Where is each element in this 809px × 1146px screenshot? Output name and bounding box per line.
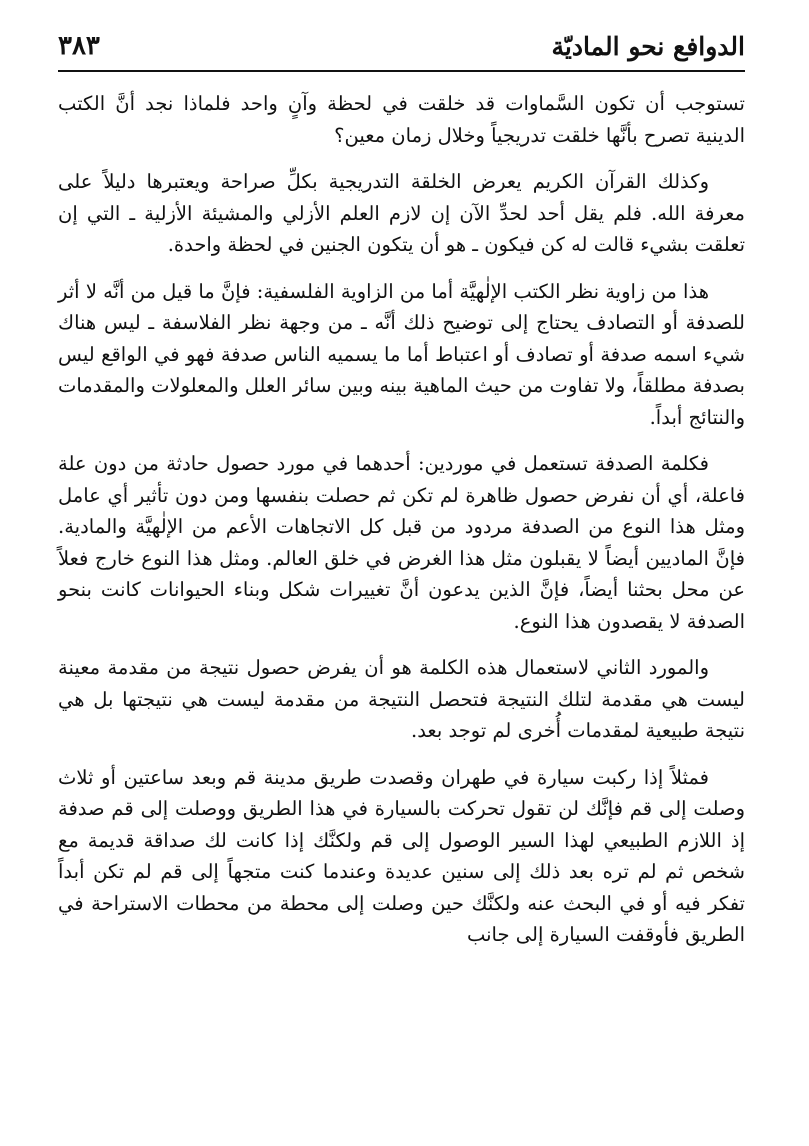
running-title: الدوافع نحو الماديّة: [551, 31, 745, 61]
page-header: [58, 24, 745, 68]
page-body: [58, 88, 745, 966]
paragraph: هذا من زاوية نظر الكتب الإلٰهيَّة أما من الزاوية الفلسفية: فإنَّ ما قيل من أنَّه لا أثر للصدفة أو التصادف يحتاج إلى توضيح ذلك أنَّه ـ من وجهة نظر الفلاسفة ـ ليس هناك شيء اسمه صدفة أو تصادف أو اعتباط أما ما يسميه الناس صدفة فهو في الواقع ليس بصدفة مطلقاً، ولا تفاوت من حيث الماهية بينه وبين سائر العلل والمعلولات والمقدمات والنتائج أبداً.: [58, 279, 745, 429]
paragraph: تستوجب أن تكون السَّماوات قد خلقت في لحظة وآنٍ واحد فلماذا نجد أنَّ الكتب الدينية تصرح بأنَّها خلقت تدريجياً وخلال زمان معين؟: [58, 92, 745, 147]
paragraph: فمثلاً إذا ركبت سيارة في طهران وقصدت طريق مدينة قم وبعد ساعتين أو ثلاث وصلت إلى قم فإنَّك لن تقول تحركت بالسيارة في هذا الطريق ووصلت إلى قم صدفة إذ اللازم الطبيعي لهذا السير الوصول إلى قم ولكنَّك إذا كانت لك صداقة قديمة مع شخص ثم لم تره بعد ذلك إلى سنين عديدة وعندما كنت متجهاً إلى قم لم تكن أبداً تفكر فيه أو في البحث عنه ولكنَّك حين وصلت إلى محطة من محطات الاستراحة في الطريق فأوقفت السيارة إلى جانب: [58, 765, 745, 946]
paragraph: فكلمة الصدفة تستعمل في موردين: أحدهما في مورد حصول حادثة من دون علة فاعلة، أي أن نفرض حصول ظاهرة لم تكن ثم حصلت بنفسها ومن دون تأثير أي عامل ومثل هذا النوع من الصدفة مردود من قبل كل الاتجاهات الأعم من الإلٰهيَّة والمادية. فإنَّ الماديين أيضاً لا يقبلون مثل هذا الغرض في خلق العالم. ومثل هذا النوع خارج فعلاً عن محل بحثنا أيضاً، فإنَّ الذين يدعون أنَّ تغييرات شكل وبناء الحيوانات كانت بنحو الصدفة لا يقصدون هذا النوع.: [58, 452, 745, 633]
header-rule: [58, 70, 745, 72]
paragraph: والمورد الثاني لاستعمال هذه الكلمة هو أن يفرض حصول نتيجة من مقدمة معينة ليست هي مقدمة لتلك النتيجة فتحصل النتيجة من مقدمة ليست هي نتيجتها بل هي نتيجة طبيعية لمقدمات أُخرى لم توجد بعد.: [58, 656, 745, 742]
page-number: ٣٨٣: [58, 31, 100, 61]
paragraph: وكذلك القرآن الكريم يعرض الخلقة التدريجية بكلِّ صراحة ويعتبرها دليلاً على معرفة الله. فلم يقل أحد لحدِّ الآن إن لازم العلم الأزلي والمشيئة الأزلية ـ التي إن تعلقت بشيء قالت له كن فيكون ـ هو أن يتكون الجنين في لحظة واحدة.: [58, 170, 745, 256]
